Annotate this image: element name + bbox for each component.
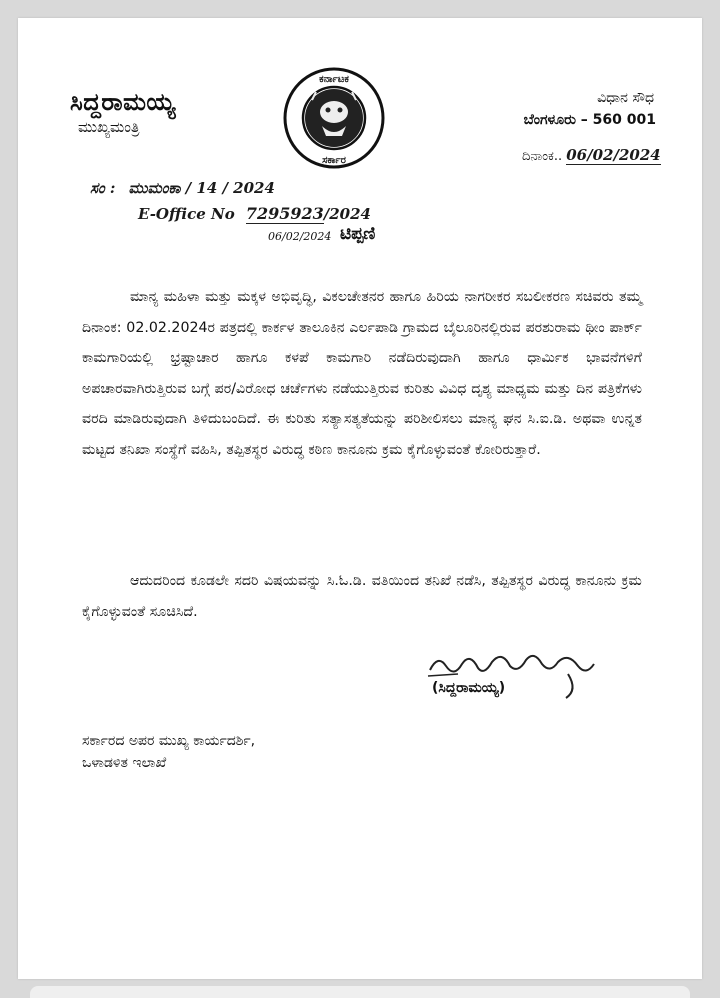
reference-value: ಮುಮಂಕಾ / 14 / 2024	[128, 179, 275, 197]
emblem-text-top: ಕರ್ನಾಟಕ	[319, 74, 349, 85]
date-label: ದಿನಾಂಕ	[522, 149, 554, 164]
eoffice-number: 7295923	[245, 204, 324, 223]
eoffice-year: /2024	[323, 205, 371, 223]
eoffice-row	[138, 204, 371, 223]
sender-name: ಸಿದ್ದರಾಮಯ್ಯ	[70, 88, 176, 116]
reference-number-row	[90, 178, 275, 197]
government-emblem-seal	[282, 66, 386, 170]
address-line-1: ವಿಧಾನ ಸೌಧ	[597, 90, 654, 106]
body-paragraph-1: ಮಾನ್ಯ ಮಹಿಳಾ ಮತ್ತು ಮಕ್ಕಳ ಅಭಿವೃದ್ಧಿ, ವಿಕಲಚೇತನರ ಹಾಗೂ ಹಿರಿಯ ನಾಗರೀಕರ ಸಬಲೀಕರಣ ಸಚಿವರು ತಮ್ಮ ದಿನಾಂಕ: 02.02.2024ರ ಪತ್ರದಲ್ಲಿ ಕಾರ್ಕಳ ತಾಲೂಕಿನ ಎರ್ಲಪಾಡಿ ಗ್ರಾಮದ ಬೈಲೂರಿನಲ್ಲಿರುವ ಪರಶುರಾಮ ಥೀಂ ಪಾರ್ಕ್ ಕಾಮಗಾರಿಯಲ್ಲಿ ಭ್ರಷ್ಟಾಚಾರ ಹಾಗೂ ಕಳಪೆ ಕಾಮಗಾರಿ ನಡೆದಿರುವುದಾಗಿ ಹಾಗೂ ಧಾರ್ಮಿಕ ಭಾವನೆಗಳಿಗೆ ಅಪಚಾರವಾಗಿರುತ್ತಿರುವ ಬಗ್ಗೆ ಪರ/ವಿರೋಧ ಚರ್ಚೆಗಳು ನಡೆಯುತ್ತಿರುವ ಕುರಿತು ವಿವಿಧ ದೃಶ್ಯ ಮಾಧ್ಯಮ ಮತ್ತು ದಿನ ಪತ್ರಿಕೆಗಳು ವರದಿ ಮಾಡಿರುವುದಾಗಿ ತಿಳಿದುಬಂದಿದೆ. ಈ ಕುರಿತು ಸತ್ಯಾಸತ್ಯತೆಯನ್ನು ಪರಿಶೀಲಿಸಲು ಮಾನ್ಯ ಘನ ಸಿ.ಐ.ಡಿ. ಅಥವಾ ಉನ್ನತ ಮಟ್ಟದ ತನಿಖಾ ಸಂಸ್ಥೆಗೆ ವಹಿಸಿ, ತಪ್ಪಿತಸ್ಥರ ವಿರುದ್ಧ ಕಠಿಣ ಕಾನೂನು ಕ್ರಮ ಕೈಗೊಳ್ಳುವಂತೆ ಕೋರಿರುತ್ತಾರೆ.	[82, 289, 642, 458]
next-page-edge	[30, 986, 690, 998]
addressee-line-2: ಒಳಾಡಳಿತ ಇಲಾಖೆ	[82, 755, 167, 771]
reference-label: ಸಂ :	[90, 179, 116, 197]
date-value: 06/02/2024	[566, 146, 661, 164]
eoffice-label: E-Office No	[138, 205, 235, 223]
address-line-2: ಬೆಂಗಳೂರು – 560 001	[523, 112, 656, 128]
emblem-text-bottom: ಸರ್ಕಾರ	[322, 155, 346, 166]
sender-designation: ಮುಖ್ಯಮಂತ್ರಿ	[78, 118, 140, 136]
note-heading: ಟಿಪ್ಪಣಿ	[340, 224, 376, 244]
signatory-name: (ಸಿದ್ದರಾಮಯ್ಯ)	[432, 680, 506, 696]
eoffice-date: 06/02/2024	[268, 230, 332, 243]
body-paragraph-2: ಆದುದರಿಂದ ಕೂಡಲೇ ಸದರಿ ವಿಷಯವನ್ನು ಸಿ.ಓ.ಡಿ. ವತಿಯಿಂದ ತನಿಖೆ ನಡೆಸಿ, ತಪ್ಪಿತಸ್ಥರ ವಿರುದ್ಧ ಕಾನೂನು ಕ್ರಮ ಕೈಗೊಳ್ಳುವಂತೆ ಸೂಚಿಸಿದೆ.	[82, 573, 642, 620]
addressee-line-1: ಸರ್ಕಾರದ ಅಪರ ಮುಖ್ಯ ಕಾರ್ಯದರ್ಶಿ,	[82, 733, 256, 749]
date-row: ದಿನಾಂಕ.. 06/02/2024	[522, 146, 661, 164]
